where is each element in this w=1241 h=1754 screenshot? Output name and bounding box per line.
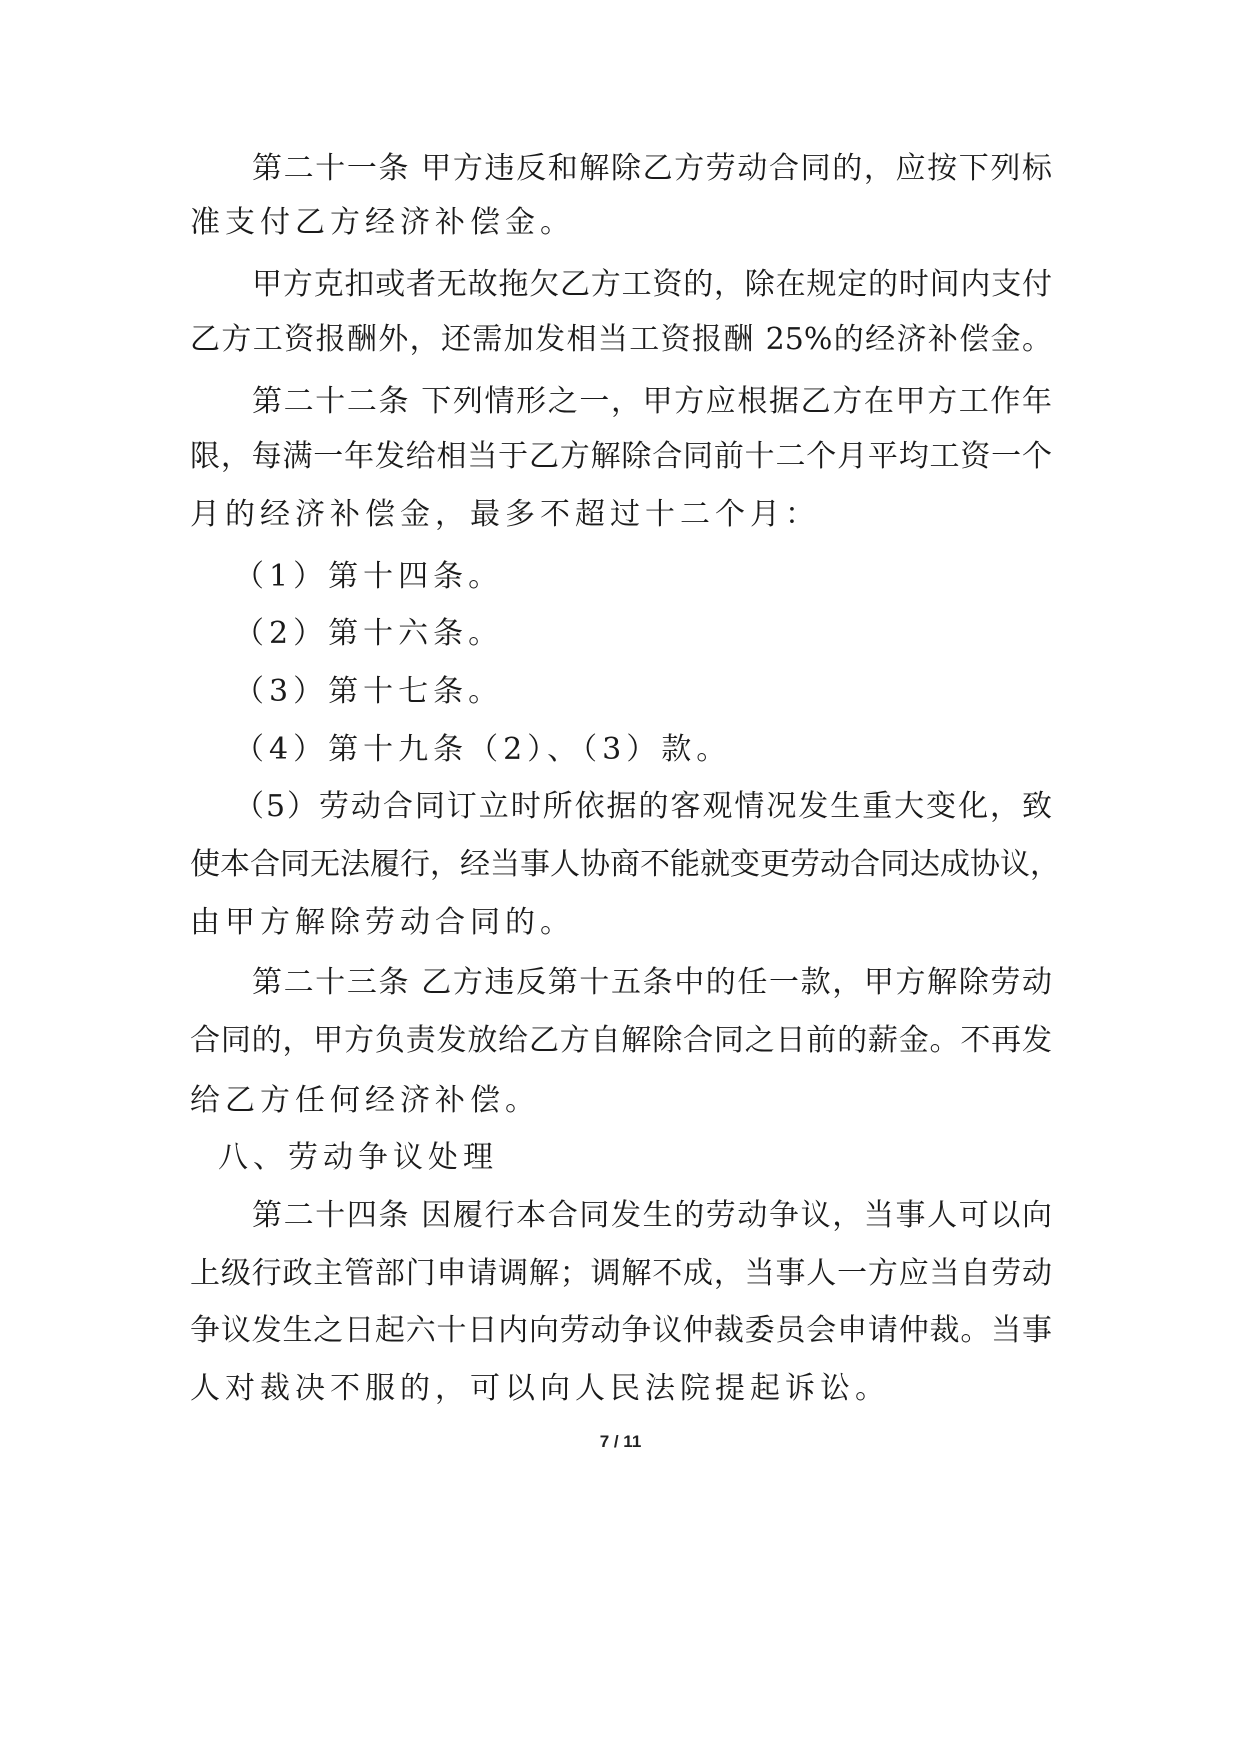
article-23-line-1: 第二十三条 乙方违反第十五条中的任一款，甲方解除劳动 — [252, 965, 1052, 1000]
article-22-line-1: 第二十二条 下列情形之一，甲方应根据乙方在甲方工作年 — [252, 384, 1052, 419]
article-24-line-4: 人对裁决不服的，可以向人民法院提起诉讼。 — [190, 1371, 890, 1406]
article-24-line-1: 第二十四条 因履行本合同发生的劳动争议，当事人可以向 — [252, 1198, 1052, 1233]
article-22-line-3: 月的经济补偿金，最多不超过十二个月： — [190, 497, 820, 532]
wage-paragraph-line-2: 乙方工资报酬外，还需加发相当工资报酬 25%的经济补偿金。 — [190, 322, 1052, 357]
item-1: （1）第十四条。 — [234, 559, 504, 594]
article-24-line-2: 上级行政主管部门申请调解；调解不成，当事人一方应当自劳动 — [190, 1256, 1052, 1291]
article-24-line-3: 争议发生之日起六十日内向劳动争议仲裁委员会申请仲裁。当事 — [190, 1313, 1052, 1348]
item-5-line-3: 由甲方解除劳动合同的。 — [190, 905, 575, 940]
article-21-line-1: 第二十一条 甲方违反和解除乙方劳动合同的，应按下列标 — [252, 151, 1052, 186]
article-23-line-3: 给乙方任何经济补偿。 — [190, 1083, 540, 1118]
item-2: （2）第十六条。 — [234, 616, 504, 651]
article-22-line-2: 限，每满一年发给相当于乙方解除合同前十二个月平均工资一个 — [190, 439, 1052, 474]
page-number: 7 / 11 — [599, 1432, 642, 1451]
item-5-line-1: （5）劳动合同订立时所依据的客观情况发生重大变化，致 — [234, 789, 1052, 824]
section-heading-labor-disputes: 八、劳动争议处理 — [218, 1140, 498, 1175]
article-23-line-2: 合同的，甲方负责发放给乙方自解除合同之日前的薪金。不再发 — [190, 1023, 1052, 1058]
item-3: （3）第十七条。 — [234, 674, 504, 709]
wage-paragraph-line-1: 甲方克扣或者无故拖欠乙方工资的，除在规定的时间内支付 — [252, 267, 1052, 302]
item-4: （4）第十九条（2）、（3）款。 — [234, 732, 732, 767]
article-21-line-2: 准支付乙方经济补偿金。 — [190, 205, 575, 240]
item-5-line-2: 使本合同无法履行，经当事人协商不能就变更劳动合同达成协议， — [190, 847, 1060, 882]
